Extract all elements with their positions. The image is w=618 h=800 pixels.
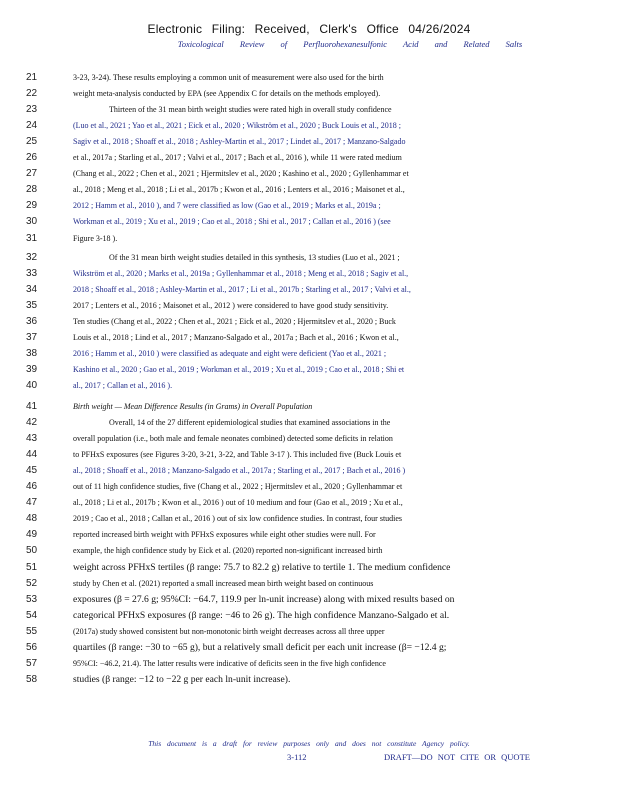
- line-number: 31: [26, 232, 38, 244]
- line-text: 3-23, 3-24). These results employing a common unit of measurement were also used for the birth: [73, 73, 384, 82]
- text-line: [0, 594, 618, 606]
- draft-notice: This document is a draft for review purposes only and does not constitute Agency policy.: [148, 739, 470, 748]
- line-number: 47: [26, 497, 38, 509]
- line-text: Birth weight — Mean Difference Results (in Grams) in Overall Population: [73, 402, 313, 411]
- text-line: [0, 252, 618, 264]
- text-line: [0, 562, 618, 574]
- line-number: 24: [26, 120, 38, 132]
- line-number: 42: [26, 417, 38, 429]
- line-number: 40: [26, 379, 38, 391]
- line-number: 43: [26, 433, 38, 445]
- line-text: (2017a) study showed consistent but non-monotonic birth weight decreases across all three upper: [73, 626, 385, 636]
- line-text: Overall, 14 of the 27 different epidemiological studies that examined associations in the: [109, 418, 391, 428]
- text-line: [0, 401, 618, 413]
- line-number: 48: [26, 513, 38, 525]
- text-line: [0, 300, 618, 312]
- line-number: 28: [26, 184, 38, 196]
- text-line: [0, 332, 618, 344]
- line-text: Sagiv et al., 2018 ; Shoaff et al., 2018 ; Ashley-Martin et al., 2017 ; Lindet al., 2017 ; Manzano-Salgado: [73, 137, 406, 147]
- line-number: 55: [26, 625, 38, 637]
- text-line: [0, 529, 618, 541]
- line-number: 53: [26, 593, 38, 605]
- text-line: [0, 674, 618, 686]
- text-line: [0, 481, 618, 493]
- line-text: Thirteen of the 31 mean birth weight studies were rated high in overall study confidence: [109, 105, 392, 115]
- filing-header: Electronic Filing: Received, Clerk's Office 04/26/2024: [147, 22, 471, 36]
- line-number: 54: [26, 609, 38, 621]
- text-line: [0, 233, 618, 245]
- line-number: 32: [26, 251, 38, 263]
- line-text: Kashino et al., 2020 ; Gao et al., 2019 ; Workman et al., 2019 ; Xu et al., 2019 ; Cao et al., 2018 ; Shi et: [73, 364, 405, 374]
- text-line: [0, 120, 618, 132]
- text-line: [0, 449, 618, 461]
- text-line: [0, 268, 618, 280]
- line-number: 49: [26, 529, 38, 541]
- text-line: [0, 497, 618, 509]
- document-subtitle: Toxicological Review of Perfluorohexanesulfonic Acid and Related Salts: [177, 39, 523, 49]
- text-line: [0, 168, 618, 180]
- text-line: [0, 316, 618, 328]
- line-text: 2016 ; Hamm et al., 2010 ) were classified as adequate and eight were deficient (Yao et al., 2021 ;: [73, 348, 387, 358]
- text-line: [0, 364, 618, 376]
- line-text: out of 11 high confidence studies, five (Chang et al., 2022 ; Hjermitslev et al., 2020 ; Gyllenhammar et: [73, 482, 403, 492]
- line-text: 2018 ; Shoaff et al., 2018 ; Ashley-Martin et al., 2017 ; Li et al., 2017b ; Starling et al., 2017 ; Valvi et al.,: [73, 284, 411, 294]
- text-line: [0, 200, 618, 212]
- line-number: 52: [26, 577, 38, 589]
- line-text: 95%CI: −46.2, 21.4). The latter results were indicative of deficits seen in the five high confidence: [73, 658, 386, 668]
- text-line: [0, 184, 618, 196]
- line-number: 27: [26, 168, 38, 180]
- text-line: [0, 433, 618, 445]
- page-number: 3-112: [287, 752, 307, 762]
- text-line: [0, 658, 618, 670]
- line-text: Figure 3-18 ).: [73, 233, 118, 243]
- line-text: study by Chen et al. (2021) reported a small increased mean birth weight based on continuous: [73, 578, 374, 588]
- line-text: 2017 ; Lenters et al., 2016 ; Maisonet et al., 2012 ) were considered to have good study sensitivity.: [73, 300, 389, 310]
- line-number: 39: [26, 363, 38, 375]
- line-text: al., 2017 ; Callan et al., 2016 ).: [73, 380, 173, 390]
- line-text: to PFHxS exposures (see Figures 3-20, 3-21, 3-22, and Table 3-17 ). This included five (Buck Louis et: [73, 450, 402, 460]
- line-number: 33: [26, 267, 38, 279]
- line-number: 46: [26, 481, 38, 493]
- text-line: [0, 348, 618, 360]
- text-line: [0, 216, 618, 228]
- line-text: Louis et al., 2018 ; Lind et al., 2017 ; Manzano-Salgado et al., 2017a ; Bach et al., 2016 ; Kwon et al.,: [73, 332, 399, 342]
- text-line: [0, 578, 618, 590]
- text-line: [0, 610, 618, 622]
- line-text: Wikström et al., 2020 ; Marks et al., 2019a ; Gyllenhammar et al., 2018 ; Meng et al., 2018 ; Sagiv et al.,: [73, 268, 409, 278]
- line-text: exposures (β = 27.6 g; 95%CI: −64.7, 119.9 per ln-unit increase) along with mixed results based on: [73, 593, 455, 605]
- line-text: quartiles (β range: −30 to −65 g), but a relatively small deficit per each unit increase (β= −12.4 g;: [73, 641, 447, 653]
- line-text: Ten studies (Chang et al., 2022 ; Chen et al., 2021 ; Eick et al., 2020 ; Hjermitslev et al., 2020 ; Buck: [73, 316, 396, 326]
- text-line: [0, 72, 618, 84]
- text-line: [0, 642, 618, 654]
- text-line: [0, 417, 618, 429]
- text-line: [0, 284, 618, 296]
- line-number: 34: [26, 283, 38, 295]
- line-number: 21: [26, 72, 38, 83]
- line-number: 44: [26, 449, 38, 461]
- line-text: al., 2018 ; Li et al., 2017b ; Kwon et al., 2016 ) out of 10 medium and four (Gao et al., 2019 ; Xu et al.,: [73, 498, 403, 508]
- line-number: 51: [26, 561, 38, 573]
- line-number: 35: [26, 299, 38, 311]
- text-line: [0, 136, 618, 148]
- text-line: [0, 545, 618, 557]
- line-number: 30: [26, 216, 38, 228]
- line-text: et al., 2017a ; Starling et al., 2017 ; Valvi et al., 2017 ; Bach et al., 2016 ), while 11 were rated medium: [73, 153, 402, 163]
- line-number: 45: [26, 465, 38, 477]
- draft-label: DRAFT—DO NOT CITE OR QUOTE: [384, 752, 530, 762]
- line-text: overall population (i.e., both male and female neonates combined) detected some deficits in relation: [73, 434, 393, 444]
- line-text: 2012 ; Hamm et al., 2010 ), and 7 were classified as low (Gao et al., 2019 ; Marks et al., 2019a ;: [73, 201, 381, 211]
- line-number: 56: [26, 641, 38, 653]
- text-line: [0, 152, 618, 164]
- text-line: [0, 380, 618, 392]
- line-text: weight meta-analysis conducted by EPA (see Appendix C for details on the methods employed).: [73, 89, 381, 99]
- line-text: categorical PFHxS exposures (β range: −46 to 26 g). The high confidence Manzano-Salgado et al.: [73, 609, 450, 621]
- text-line: [0, 88, 618, 100]
- line-text: (Chang et al., 2022 ; Chen et al., 2021 ; Hjermitslev et al., 2020 ; Kashino et al., 2020 ; Gyllenhammar et: [73, 169, 409, 179]
- line-number: 50: [26, 545, 38, 557]
- line-number: 36: [26, 315, 38, 327]
- line-text: (Luo et al., 2021 ; Yao et al., 2021 ; Eick et al., 2020 ; Wikström et al., 2020 ; Buck Louis et al., 2018 ;: [73, 121, 401, 131]
- text-line: [0, 626, 618, 638]
- line-number: 58: [26, 673, 38, 685]
- text-line: [0, 104, 618, 116]
- line-text: al., 2018 ; Meng et al., 2018 ; Li et al., 2017b ; Kwon et al., 2016 ; Lenters et al., 2016 ; Maisonet et al.,: [73, 185, 405, 195]
- line-text: al., 2018 ; Shoaff et al., 2018 ; Manzano-Salgado et al., 2017a ; Starling et al., 2017 ; Bach et al., 2016 ): [73, 466, 406, 476]
- line-text: example, the high confidence study by Eick et al. (2020) reported non-significant increased birth: [73, 546, 383, 556]
- line-number: 41: [26, 401, 38, 412]
- line-number: 38: [26, 347, 38, 359]
- line-text: weight across PFHxS tertiles (β range: 75.7 to 82.2 g) relative to tertile 1. The medium confidence: [73, 561, 451, 573]
- line-number: 25: [26, 136, 38, 148]
- line-text: studies (β range: −12 to −22 g per each ln-unit increase).: [73, 673, 291, 685]
- line-number: 22: [26, 88, 38, 100]
- line-text: reported increased birth weight with PFHxS exposures while eight other studies were null. For: [73, 530, 376, 540]
- line-number: 37: [26, 331, 38, 343]
- line-number: 23: [26, 104, 38, 116]
- line-number: 26: [26, 152, 38, 164]
- line-text: Of the 31 mean birth weight studies detailed in this synthesis, 13 studies (Luo et al., 2021 ;: [109, 252, 400, 262]
- line-number: 57: [26, 657, 38, 669]
- text-line: [0, 465, 618, 477]
- text-line: [0, 513, 618, 525]
- line-number: 29: [26, 200, 38, 212]
- line-text: Workman et al., 2019 ; Xu et al., 2019 ; Cao et al., 2018 ; Shi et al., 2017 ; Callan et al., 2016 ) (see: [73, 217, 391, 227]
- line-text: 2019 ; Cao et al., 2018 ; Callan et al., 2016 ) out of six low confidence studies. In contrast, four studies: [73, 514, 403, 524]
